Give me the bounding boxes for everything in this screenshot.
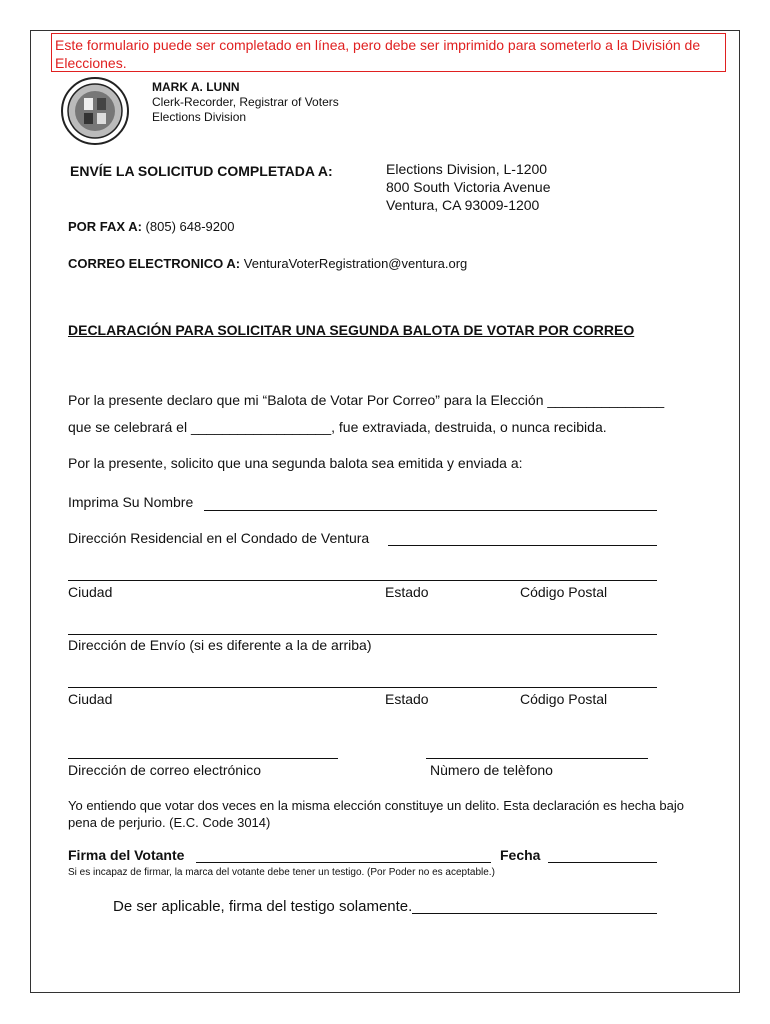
signature-field[interactable] (196, 862, 491, 863)
clerk-name: MARK A. LUNN (152, 80, 240, 94)
email-address-label: Dirección de correo electrónico (68, 762, 261, 778)
clerk-title: Clerk-Recorder, Registrar of Voters (152, 95, 339, 109)
clerk-block (152, 80, 339, 125)
witness-signature-field[interactable] (412, 913, 657, 914)
address-line: 800 South Victoria Avenue (386, 179, 551, 195)
declaration-text: Yo entiendo que votar dos veces en la misma elección constituye un delito. Esta declaración es hecha bajo pena de perjurio. (E.C. Code 3014) (68, 798, 684, 830)
state-label: Estado (385, 691, 429, 707)
name-label: Imprima Su Nombre (68, 494, 194, 510)
city-state-zip-field[interactable] (68, 580, 657, 581)
zip-label: Código Postal (520, 691, 608, 707)
signature-label: Firma del Votante (68, 847, 185, 863)
county-seal-icon (60, 76, 130, 146)
city-label: Ciudad (68, 691, 113, 707)
zip-label: Código Postal (520, 584, 608, 600)
mailing-address-field[interactable] (68, 634, 657, 635)
residence-label: Dirección Residencial en el Condado de Ventura (68, 530, 370, 546)
mailing-address (386, 160, 551, 214)
state-label: Estado (385, 584, 429, 600)
address-line: Elections Division, L-1200 (386, 161, 548, 177)
email-line (68, 256, 467, 271)
phone-label: Nùmero de telèfono (430, 762, 553, 778)
email-address: VenturaVoterRegistration@ventura.org (243, 256, 468, 271)
body-line: que se celebrará el __________________, fue extraviada, destruida, o nunca recibida. (68, 419, 607, 435)
city-label: Ciudad (68, 584, 113, 600)
mailing-city-state-zip-field[interactable] (68, 687, 657, 688)
fax-number: (805) 648-9200 (145, 219, 235, 234)
address-line: Ventura, CA 93009-1200 (386, 197, 540, 213)
mark-note: Si es incapaz de firmar, la marca del votante debe tener un testigo. (Por Poder no es aceptable.) (68, 867, 495, 878)
witness-label: De ser aplicable, firma del testigo solamente. (113, 898, 413, 915)
date-label: Fecha (500, 847, 541, 863)
email-address-field[interactable] (68, 758, 338, 759)
fax-line (68, 219, 234, 234)
name-field[interactable] (204, 510, 657, 511)
body-line: Por la presente declaro que mi “Balota de Votar Por Correo” para la Elección _______________ (68, 392, 665, 408)
email-label: CORREO ELECTRONICO A: (68, 256, 241, 271)
fax-label: POR FAX A: (68, 219, 142, 234)
residence-field[interactable] (388, 545, 657, 546)
send-to-label: ENVÍE LA SOLICITUD COMPLETADA A: (70, 163, 333, 179)
body-line: Por la presente, solicito que una segunda balota sea emitida y enviada a: (68, 455, 523, 471)
online-notice: Este formulario puede ser completado en línea, pero debe ser imprimido para someterlo a la División de Elecciones. (51, 33, 726, 72)
date-field[interactable] (548, 862, 657, 863)
mailing-label: Dirección de Envío (si es diferente a la de arriba) (68, 637, 372, 653)
clerk-division: Elections Division (152, 110, 247, 124)
phone-field[interactable] (426, 758, 648, 759)
form-title: DECLARACIÓN PARA SOLICITAR UNA SEGUNDA BALOTA DE VOTAR POR CORREO (68, 322, 635, 338)
